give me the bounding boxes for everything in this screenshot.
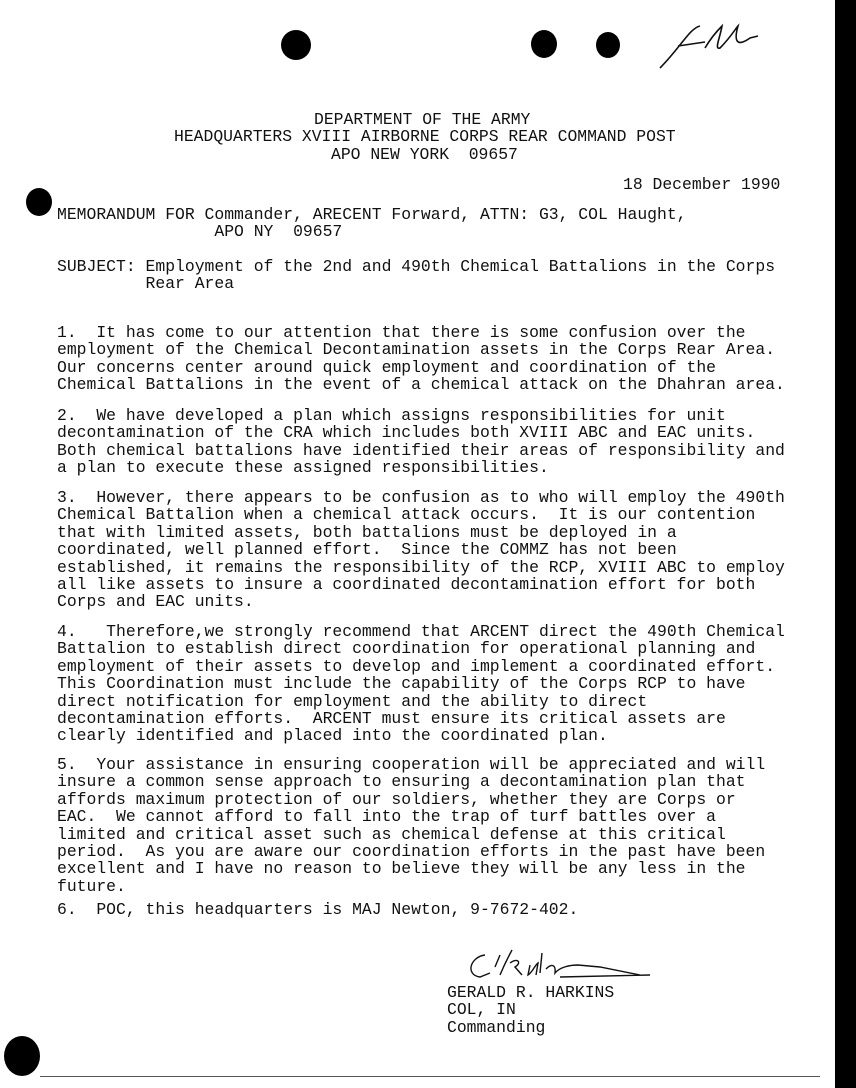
text-line: Chemical Battalion when a chemical attack occurs. It is our contention (57, 505, 756, 525)
text-line: 2. We have developed a plan which assigns responsibilities for unit (57, 406, 726, 425)
hole-punch (4, 1036, 40, 1076)
memo-date (623, 176, 780, 193)
text-line: a plan to execute these assigned responsibilities. (57, 458, 549, 478)
text-line: period. As you are aware our coordination efforts in the past have been (57, 841, 766, 861)
text-line: decontamination of the CRA which includes both XVIII ABC and EAC units. (57, 423, 756, 443)
memo-date-text: 18 December 1990 (623, 175, 781, 194)
signer-name: GERALD R. HARKINS (447, 983, 615, 1002)
signer-rank: COL, IN (447, 1000, 516, 1020)
letterhead-address: APO NEW YORK 09657 (331, 144, 518, 164)
text-line: 6. POC, this headquarters is MAJ Newton, 9-7672-402. (57, 900, 579, 919)
text-line: 3. However, there appears to be confusion as to who will employ the 490th (57, 488, 785, 507)
paragraph-6 (57, 901, 578, 918)
text-line: limited and critical asset such as chemical defense at this critical (57, 824, 726, 844)
signer-title: Commanding (447, 1017, 546, 1037)
hole-punch (26, 188, 52, 216)
text-line: established, it remains the responsibility of the RCP, XVIII ABC to employ (57, 557, 785, 577)
text-line: that with limited assets, both battalions must be deployed in a (57, 522, 677, 542)
handwritten-file-mark (650, 18, 760, 73)
text-line: excellent and I have no reason to believe they will be any less in the (57, 859, 746, 879)
text-line: clearly identified and placed into the coordinated plan. (57, 726, 608, 746)
paragraph-4 (57, 623, 785, 745)
text-line: coordinated, well planned effort. Since the COMMZ has not been (57, 540, 677, 560)
text-line: decontamination efforts. ARCENT must ensure its critical assets are (57, 708, 726, 728)
scan-line (40, 1076, 820, 1077)
signature-block (447, 984, 614, 1036)
text-line: 4. Therefore,we strongly recommend that ARCENT direct the 490th Chemical (57, 622, 785, 641)
paragraph-1 (57, 324, 785, 394)
text-line: 1. It has come to our attention that there is some confusion over the (57, 323, 746, 342)
text-line: This Coordination must include the capability of the Corps RCP to have (57, 674, 746, 694)
subject (57, 258, 775, 293)
memorandum-line: MEMORANDUM FOR Commander, ARECENT Forward, ATTN: G3, COL Haught, (57, 205, 687, 224)
text-line: employment of their assets to develop and implement a coordinated effort. (57, 656, 776, 676)
text-line: Battalion to establish direct coordination for operational planning and (57, 639, 756, 659)
scan-edge-bar (835, 0, 856, 1088)
hole-punch (531, 30, 557, 58)
text-line: employment of the Chemical Decontamination assets in the Corps Rear Area. (57, 340, 776, 360)
paragraph-3 (57, 489, 785, 611)
text-line: Chemical Battalions in the event of a chemical attack on the Dhahran area. (57, 375, 785, 395)
memorandum-for (57, 206, 687, 241)
letterhead-department: DEPARTMENT OF THE ARMY (314, 110, 531, 129)
text-line: Our concerns center around quick employment and coordination of the (57, 357, 717, 377)
text-line: affords maximum protection of our soldiers, whether they are Corps or (57, 789, 736, 809)
paragraph-2 (57, 407, 785, 477)
paragraph-5 (57, 756, 765, 895)
text-line: Corps and EAC units. (57, 592, 254, 612)
hole-punch (596, 32, 620, 58)
text-line: 5. Your assistance in ensuring cooperation will be appreciated and will (57, 755, 766, 774)
text-line: Both chemical battalions have identified their areas of responsibility and (57, 440, 785, 460)
text-line: insure a common sense approach to ensuring a decontamination plan that (57, 772, 746, 792)
text-line: direct notification for employment and the ability to direct (57, 691, 648, 711)
subject-line: SUBJECT: Employment of the 2nd and 490th Chemical Battalions in the Corps (57, 257, 776, 276)
subject-line: Rear Area (57, 274, 235, 294)
text-line: all like assets to insure a coordinated decontamination effort for both (57, 574, 756, 594)
memorandum-line: APO NY 09657 (57, 222, 343, 242)
letterhead-headquarters: HEADQUARTERS XVIII AIRBORNE CORPS REAR COMMAND POST (174, 127, 676, 147)
text-line: future. (57, 876, 126, 896)
handwritten-signature (460, 945, 650, 983)
letterhead (0, 111, 830, 163)
text-line: EAC. We cannot afford to fall into the trap of turf battles over a (57, 807, 717, 827)
hole-punch (281, 30, 311, 60)
